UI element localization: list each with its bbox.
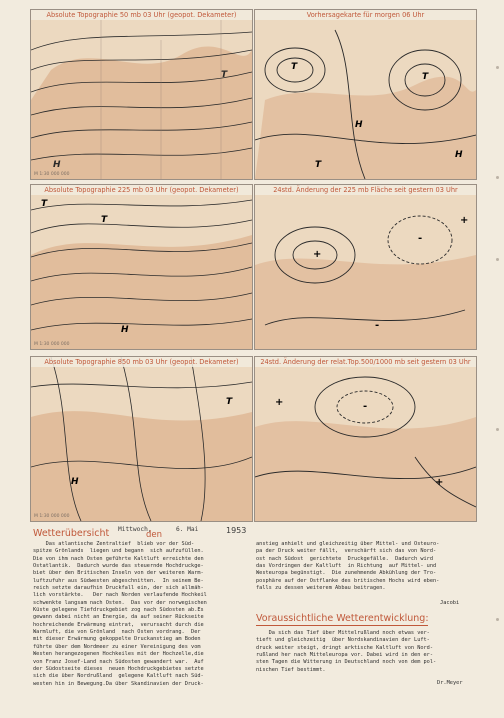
pressure-label: T xyxy=(41,199,48,209)
forecast-text: Da sich das Tief über Mittelrußland noch etwas ver- tieft und gleichzeitig über Nordskandinavien der Luft- druck weiter steigt, dringt arktische Kaltluft von Nord- rußland her nach Mitteleuropa vor. Dabei wird in den er- sten Tagen die Witterung in Deutschland noch von dem pol- nischen Tief bestimmt. xyxy=(256,630,437,673)
map-forecast xyxy=(254,9,477,180)
map-drawing xyxy=(255,185,476,349)
pressure-label: T xyxy=(226,397,233,407)
map-scale: M 1:30 000 000 xyxy=(34,342,70,347)
overview-den: den xyxy=(146,530,163,540)
map-caption: Absolute Topographie 850 mb 03 Uhr (geopot. Dekameter) xyxy=(31,357,252,367)
pressure-label: T xyxy=(315,160,322,170)
overview-text-right: anstieg anhielt und gleichzeitig über Mittel- und Osteuro- pa der Druck weiter fällt, verschärft sich das von Nord- ost nach Südost gerichtete Druckgefälle. Dadurch wird das Vordringen der Kaltluft in Richtung auf Mittel- und Westeuropa begünstigt. Die zunehmende Abkühlung der Tro- posphäre auf der Ostflanke des britischen Hochs wird eben- falls zu dessen weiterem Abbau beitragen. xyxy=(256,541,440,592)
binder-hole xyxy=(496,66,499,69)
pressure-label: T xyxy=(422,72,429,82)
forecast-signature: Dr.Meyer xyxy=(437,680,463,686)
map-drawing xyxy=(31,185,252,349)
pressure-label: T xyxy=(221,70,228,80)
map-drawing xyxy=(31,10,252,179)
binder-hole xyxy=(496,258,499,261)
binder-hole xyxy=(496,176,499,179)
change-label: + xyxy=(275,397,284,408)
map-change-relative-topography xyxy=(254,356,477,522)
overview-signature: Jacobi xyxy=(440,600,460,606)
map-caption: Vorhersagekarte für morgen 06 Uhr xyxy=(255,10,476,20)
pressure-label: H xyxy=(121,325,129,335)
overview-weekday: Mittwoch, xyxy=(118,526,152,533)
map-drawing xyxy=(255,357,476,521)
change-label: - xyxy=(418,233,423,244)
overview-title: Wetterübersicht xyxy=(33,528,110,539)
map-scale: M 1:30 000 000 xyxy=(34,172,70,177)
change-label: - xyxy=(375,320,380,331)
map-topography-50mb xyxy=(30,9,253,180)
pressure-label: H xyxy=(455,150,463,160)
change-label: + xyxy=(460,215,469,226)
pressure-label: H xyxy=(71,477,79,487)
map-caption: 24std. Änderung der 225 mb Fläche seit gestern 03 Uhr xyxy=(255,185,476,195)
overview-text-left: Das atlantische Zentraltief blieb vor der Süd- spitze Grönlands liegen und begann sich aufzufüllen. Die von ihm nach Osten geführte Kaltluft erreichte den Ostatlantik. Dadurch wurde das steuernde Hochdruckge- biet über den Britischen Inseln von der weiteren Warm- luftzufuhr aus Südwesten abgeschnitten. In seinem Be- reich setzte daraufhin Druckfall ein, der sich allmäh- lich vorstärkte. Der nach Norden verlaufende Hochkeil schwenkte langsam nach Osten. Das vor der norwegischen Küste gelegene Tiefdruckgebiet zog nach Südosten ab.Es gewann dabei nicht an Energie, da auf seiner Rückseite hochreichende Erwärmung eintrat, verursacht durch die Warmluft, die von Grönland nach Osten vordrang. Der mit dieser Erwärmung gekoppelte Druckanstieg am Boden führte über dem Nordmeer zu einer Vereinigung des vom Westen herangezogenen Hochkeiles mit der Hochzelle,die von Franz Josef-Land nach Südosten gewandert war. Auf der Südostseite dieses neuen Hochdruckgebietes setzte sich die über Nordrußland gelegene Kaltluft nach Süd- westen hin in Bewegung.Da über Skandinavien der Druck- xyxy=(33,541,207,687)
overview-date: 6. Mai xyxy=(176,526,199,533)
change-label: + xyxy=(435,477,444,488)
map-drawing xyxy=(255,10,476,179)
forecast-title: Voraussichtliche Wetterentwicklung: xyxy=(256,613,429,624)
map-drawing xyxy=(31,357,252,521)
pressure-label: T xyxy=(101,215,108,225)
pressure-label: H xyxy=(355,120,363,130)
forecast-title-underline xyxy=(256,625,428,626)
map-caption: Absolute Topographie 225 mb 03 Uhr (geopot. Dekameter) xyxy=(31,185,252,195)
binder-hole xyxy=(496,618,499,621)
map-change-225mb xyxy=(254,184,477,350)
map-topography-850mb xyxy=(30,356,253,522)
pressure-label: H xyxy=(53,160,61,170)
binder-hole xyxy=(496,428,499,431)
map-topography-225mb xyxy=(30,184,253,350)
change-label: - xyxy=(363,401,368,412)
map-caption: Absolute Topographie 50 mb 03 Uhr (geopot. Dekameter) xyxy=(31,10,252,20)
pressure-label: T xyxy=(291,62,298,72)
change-label: + xyxy=(313,249,322,260)
overview-year: 1953 xyxy=(226,526,247,535)
map-caption: 24std. Änderung der relat.Top.500/1000 mb seit gestern 03 Uhr xyxy=(255,357,476,367)
map-scale: M 1:30 000 000 xyxy=(34,514,70,519)
